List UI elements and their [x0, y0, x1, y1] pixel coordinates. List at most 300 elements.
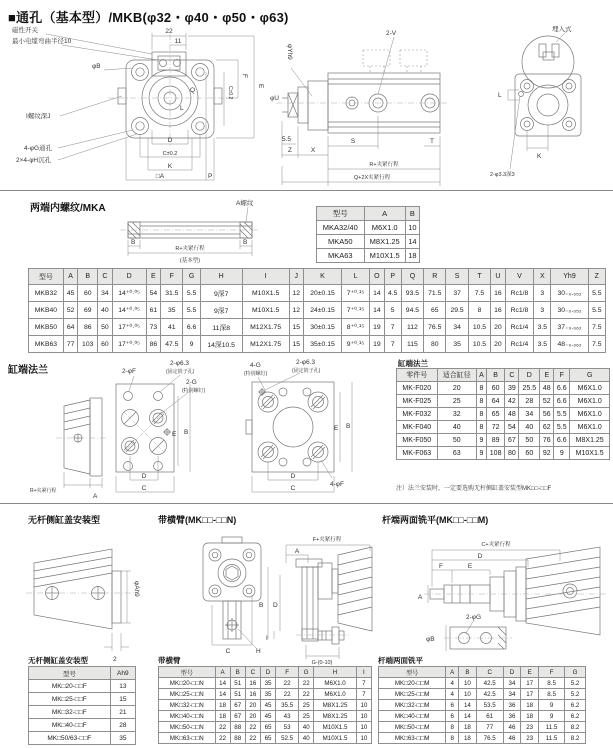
table-cell: M12X1.75 — [242, 319, 289, 336]
table-cell: 9深7 — [200, 302, 242, 319]
flange-dim-d1: D — [141, 473, 147, 480]
flange-special1: (特别螺钉) — [182, 388, 206, 394]
dim-e: E — [257, 84, 264, 89]
table-cell: 17 — [521, 678, 539, 689]
table-cell: 8 — [477, 382, 487, 395]
column-header: A — [477, 369, 487, 382]
table-cell: MK□50-□□N — [159, 722, 216, 733]
two-v-label: 2-V — [386, 30, 397, 37]
table-cell: 22 — [299, 678, 314, 689]
column-header: H — [200, 269, 242, 285]
table-cell: 15 — [289, 319, 304, 336]
column-header: 型号 — [29, 269, 64, 285]
table-cell: 18 — [459, 722, 477, 733]
dim-l: L — [180, 105, 184, 112]
table-cell: 16 — [491, 285, 506, 302]
dim-t: T — [430, 138, 434, 145]
table-cell: 37 — [446, 285, 468, 302]
table-cell: 9 — [539, 700, 565, 711]
table-cell: M10X1.5 — [570, 447, 610, 460]
table-cell: 8 — [477, 421, 487, 434]
table-cell: MK□40-□□M — [379, 711, 446, 722]
section-title-milled: 杆端两面铣平(MK□□-□□M) — [382, 515, 489, 525]
table-cell: 12 — [289, 302, 304, 319]
column-header: D — [112, 269, 146, 285]
table-row — [159, 722, 372, 733]
table-cell: 14深10.5 — [200, 336, 242, 353]
table-cell: 52 — [63, 302, 78, 319]
table-cell: M8X1.25 — [364, 235, 405, 249]
dim-a: □A — [155, 173, 165, 180]
table-row — [397, 408, 610, 421]
table-cell: M10X1.5 — [314, 733, 357, 744]
table-cell: 65 — [486, 408, 505, 421]
table-cell: 6.2 — [565, 711, 586, 722]
table-cell: 76 — [540, 434, 554, 447]
table-cell: 88 — [230, 722, 245, 733]
mka-dim-b1: B — [131, 239, 136, 246]
column-header: F — [276, 667, 299, 678]
table-cell: 11深8 — [200, 319, 242, 336]
flange-dim-c1: C — [141, 485, 147, 492]
flange-pin2: 2-φ6.3 — [296, 359, 316, 366]
column-header: F — [161, 269, 183, 285]
dim-x: X — [310, 147, 316, 154]
column-header: A — [364, 207, 405, 221]
column-header: 型号 — [379, 667, 446, 678]
column-header: X — [534, 269, 551, 285]
section-title-flange: 缸端法兰 — [8, 365, 48, 376]
dim-c2: C±0.2 — [227, 86, 233, 100]
column-header: C — [245, 667, 260, 678]
rodless-dim-2: 2 — [113, 656, 117, 663]
dim-k: K — [167, 163, 173, 170]
table-cell: 3.5 — [534, 319, 551, 336]
table-cell: 73 — [146, 319, 161, 336]
table-cell: M10X1.5 — [364, 249, 405, 263]
table-cell: 3 — [534, 285, 551, 302]
crossarm-table — [158, 666, 372, 744]
table-cell: 21 — [110, 706, 135, 719]
table-row — [29, 732, 136, 745]
table-cell: 103 — [78, 336, 98, 353]
table-cell: 18 — [215, 711, 230, 722]
table-cell: 40 — [519, 421, 540, 434]
table-cell: 108 — [486, 447, 505, 460]
table-cell: 11.5 — [539, 733, 565, 744]
column-header: Z — [588, 269, 605, 285]
flange-dim-b2: B — [346, 423, 351, 430]
table-cell: 34 — [503, 689, 521, 700]
table-cell: 76.5 — [476, 733, 503, 744]
table-cell: MK□50/63-□□F — [29, 732, 111, 745]
table-row — [159, 678, 372, 689]
table-cell: 94.5 — [401, 302, 423, 319]
flange-note: 注）法兰安装时，一定要选购无杆侧缸盖安装型MK□□-□□F — [396, 486, 552, 492]
column-header: Q — [401, 269, 423, 285]
table-cell: 42 — [505, 395, 519, 408]
table-cell: 48₋₀.₀₆₂ — [551, 336, 588, 353]
table-cell: 8 — [446, 733, 459, 744]
table-cell: 50 — [98, 319, 113, 336]
mka-table — [316, 206, 420, 263]
table-row — [397, 421, 610, 434]
table-cell: 6 — [446, 700, 459, 711]
column-header: F — [539, 667, 565, 678]
table-cell: 5.5 — [554, 408, 570, 421]
table-cell: 39 — [505, 382, 519, 395]
pin-holes-label: 2-φ3.3深3 — [490, 172, 515, 178]
table-cell: 19 — [370, 336, 385, 353]
table-cell: 15 — [110, 693, 135, 706]
table-cell: 34 — [519, 408, 540, 421]
table-row — [379, 711, 586, 722]
a-thread-label: A螺纹 — [236, 200, 254, 207]
table-cell: 17⁺⁰·⁰⁵ — [112, 319, 146, 336]
section-title-crossarm: 带横臂(MK□□-□□N) — [158, 515, 237, 525]
table-cell: 67 — [230, 711, 245, 722]
table-cell: 64 — [63, 319, 78, 336]
table-cell: 7.5 — [468, 285, 490, 302]
column-header: 型号 — [29, 667, 111, 680]
milled-table-title: 杆端两面铣平 — [378, 656, 423, 665]
table-cell: 24±0.15 — [304, 302, 342, 319]
table-cell: M8X1.25 — [314, 700, 357, 711]
table-cell: 20±0.15 — [304, 285, 342, 302]
table-cell: 54 — [505, 421, 519, 434]
dim-q: Q — [190, 87, 196, 94]
flange-four-g: 4-G — [250, 362, 261, 369]
table-cell: 72 — [486, 421, 505, 434]
table-row — [29, 693, 136, 706]
crossarm-dim-b: B — [259, 602, 264, 609]
table-cell: 22 — [276, 678, 299, 689]
milled-dim-d: D — [477, 553, 483, 560]
table-row — [159, 711, 372, 722]
column-header: A — [446, 667, 459, 678]
table-cell: 42.5 — [476, 689, 503, 700]
embedded-label: 埋入式 — [552, 26, 572, 33]
table-cell: 51 — [230, 689, 245, 700]
table-cell: MK-F063 — [397, 447, 438, 460]
table-cell: M6X1.0 — [314, 689, 357, 700]
dim-s: S — [350, 138, 356, 145]
section-title-rodless: 无杆侧缸盖安装型 — [28, 515, 101, 525]
table-cell: 50 — [437, 434, 477, 447]
table-cell: 35 — [260, 689, 275, 700]
table-cell: 22 — [215, 733, 230, 744]
table-cell: 9 — [477, 434, 487, 447]
table-cell: 14 — [370, 302, 385, 319]
data-table — [378, 666, 586, 744]
table-cell: 35 — [110, 732, 135, 745]
table-cell: 13 — [110, 680, 135, 693]
table-cell: 34 — [503, 678, 521, 689]
table-cell: 10.5 — [468, 319, 490, 336]
crossarm-table-title: 带横臂 — [158, 656, 181, 665]
table-cell: 25.5 — [519, 382, 540, 395]
table-cell: 92 — [540, 447, 554, 460]
table-cell: 115 — [401, 336, 423, 353]
table-cell: Rc1/8 — [505, 302, 534, 319]
table-cell: M8X1.25 — [314, 711, 357, 722]
column-header: 型号 — [317, 207, 365, 221]
table-cell: 37₋₀.₀₆₂ — [551, 319, 588, 336]
table-cell: 7 — [356, 689, 371, 700]
table-cell: MK□25-□□M — [379, 689, 446, 700]
dim-k2: K — [537, 153, 542, 160]
table-cell: 48 — [505, 408, 519, 421]
table-cell: MK□25-□□N — [159, 689, 216, 700]
table-cell: 63 — [437, 447, 477, 460]
table-cell: Rc1/8 — [505, 285, 534, 302]
table-cell: M10X1.5 — [242, 285, 289, 302]
column-header: 适合缸径 — [437, 369, 477, 382]
bottom-drawings — [0, 505, 613, 665]
table-cell: 25 — [299, 711, 314, 722]
column-header: L — [341, 269, 369, 285]
column-header: I — [356, 667, 371, 678]
column-header: 型号 — [159, 667, 216, 678]
table-cell: 77 — [476, 722, 503, 733]
table-cell: MK□20-□□N — [159, 678, 216, 689]
column-header: T — [468, 269, 490, 285]
table-cell: 25 — [299, 700, 314, 711]
flange-dim-c2: C — [290, 485, 296, 492]
table-cell: MKA63 — [317, 249, 365, 263]
table-cell: MKB63 — [29, 336, 64, 353]
column-header: D — [503, 667, 521, 678]
table-cell: 20 — [245, 700, 260, 711]
r-stroke-label: R+夹紧行程 — [369, 162, 399, 168]
table-cell: 45 — [260, 700, 275, 711]
table-cell: 3.5 — [534, 336, 551, 353]
table-cell: 10 — [459, 689, 477, 700]
table-cell: 15 — [289, 336, 304, 353]
table-cell: 6 — [446, 711, 459, 722]
table-cell: MK□40-□□N — [159, 711, 216, 722]
table-cell: 14 — [215, 678, 230, 689]
column-header: 零件号 — [397, 369, 438, 382]
flange-two-f: 2-φF — [122, 368, 136, 375]
column-header: K — [304, 269, 342, 285]
table-cell: 52 — [540, 395, 554, 408]
table-cell: 80 — [505, 447, 519, 460]
table-cell: 6.6 — [554, 395, 570, 408]
table-row — [29, 319, 606, 336]
table-cell: 80 — [424, 336, 446, 353]
table-row — [29, 336, 606, 353]
table-cell: 34 — [446, 319, 468, 336]
column-header: B — [78, 269, 98, 285]
table-cell: 8 — [477, 408, 487, 421]
column-header: H — [314, 667, 357, 678]
table-cell: 60 — [98, 336, 113, 353]
table-cell: 45 — [63, 285, 78, 302]
mka-r-stroke: R+夹紧行程 — [175, 246, 205, 252]
table-cell: 76.5 — [424, 319, 446, 336]
table-cell: 7⁺⁰·¹⁵ — [341, 302, 369, 319]
table-row — [397, 382, 610, 395]
dim-l2: L — [498, 92, 502, 99]
flange-table — [396, 368, 610, 460]
table-row — [29, 719, 136, 732]
table-cell: 9 — [539, 711, 565, 722]
table-cell: 10 — [459, 678, 477, 689]
table-cell: 112 — [401, 319, 423, 336]
crossarm-f-stroke: F+夹紧行程 — [312, 537, 342, 543]
table-cell: 8.5 — [539, 689, 565, 700]
table-cell: 54 — [146, 285, 161, 302]
table-cell: Rc1/4 — [505, 336, 534, 353]
column-header: S — [446, 269, 468, 285]
table-cell: 16 — [491, 302, 506, 319]
table-cell: 14 — [405, 235, 419, 249]
dim-22: 22 — [165, 28, 173, 35]
flange-dim-a: A — [93, 493, 98, 500]
column-header: I — [242, 269, 289, 285]
table-cell: 9 — [554, 447, 570, 460]
table-cell: M6X1.0 — [570, 382, 610, 395]
table-cell: 10 — [405, 221, 419, 235]
table-cell: 42.5 — [476, 678, 503, 689]
table-cell: 10 — [356, 722, 371, 733]
table-cell: 93.5 — [401, 285, 423, 302]
table-cell: 14 — [459, 700, 477, 711]
table-cell: MK-F040 — [397, 421, 438, 434]
dim-p: P — [208, 173, 213, 180]
table-cell: M6X1.0 — [570, 408, 610, 421]
table-cell: 7⁺⁰·¹⁵ — [341, 285, 369, 302]
table-cell: 56 — [540, 408, 554, 421]
column-header: C — [505, 369, 519, 382]
column-header: B — [405, 207, 419, 221]
table-cell: 30±0.15 — [304, 319, 342, 336]
flange-pin1b: (固定销子孔) — [166, 369, 195, 375]
table-cell: 6.6 — [554, 382, 570, 395]
table-row — [29, 285, 606, 302]
table-cell: 45 — [260, 711, 275, 722]
table-cell: 10.5 — [468, 336, 490, 353]
table-cell: MK□63-□□M — [379, 733, 446, 744]
column-header: C — [98, 269, 113, 285]
table-cell: 30₋₀.₀₅₂ — [551, 302, 588, 319]
table-cell: M12X1.75 — [242, 336, 289, 353]
table-cell: 8 — [446, 722, 459, 733]
flange-pin1: 2-φ6.3 — [170, 360, 190, 367]
table-cell: 86 — [78, 319, 98, 336]
table-cell: MK-F032 — [397, 408, 438, 421]
table-cell: 22 — [215, 722, 230, 733]
table-cell: 8.2 — [565, 733, 586, 744]
rodless-phi-a-label: φAh9 — [133, 581, 140, 597]
table-cell: 7 — [356, 678, 371, 689]
table-cell: MK□32-□□N — [159, 700, 216, 711]
table-cell: 9 — [183, 336, 200, 353]
data-table — [158, 666, 372, 744]
crossarm-dim-a: A — [294, 548, 300, 555]
table-cell: 52.5 — [276, 733, 299, 744]
divider-1 — [0, 190, 613, 191]
table-cell: 25 — [437, 395, 477, 408]
table-cell: 5 — [384, 302, 401, 319]
table-cell: MKA50 — [317, 235, 365, 249]
table-cell: 5.2 — [565, 689, 586, 700]
table-cell: 7 — [384, 319, 401, 336]
table-cell: 60 — [519, 447, 540, 460]
table-cell: 7.5 — [588, 336, 605, 353]
table-cell: 34 — [98, 285, 113, 302]
table-cell: 23 — [521, 722, 539, 733]
table-cell: 29.5 — [446, 302, 468, 319]
table-cell: 14⁺⁰·⁰⁵ — [112, 285, 146, 302]
table-row — [379, 700, 586, 711]
table-cell: 47.5 — [161, 336, 183, 353]
column-header: B — [230, 667, 245, 678]
table-cell: MKB32 — [29, 285, 64, 302]
table-cell: 43 — [276, 711, 299, 722]
dim-11: 11 — [174, 38, 182, 45]
column-header: G — [299, 667, 314, 678]
table-cell: 12 — [289, 285, 304, 302]
table-cell: MK-F020 — [397, 382, 438, 395]
column-header: P — [384, 269, 401, 285]
table-cell: 10 — [356, 733, 371, 744]
table-cell: Rc1/4 — [505, 319, 534, 336]
crossarm-dim-g: G-(0-10) — [311, 660, 333, 665]
table-row — [29, 706, 136, 719]
mka-drawing — [0, 196, 300, 268]
milled-phi-b: φB — [426, 636, 435, 643]
table-row — [397, 447, 610, 460]
table-cell: 20 — [437, 382, 477, 395]
table-cell: 40 — [299, 722, 314, 733]
table-cell: 4.5 — [384, 285, 401, 302]
flange-r-stroke: R+夹紧行程 — [30, 488, 57, 494]
column-header: D — [260, 667, 275, 678]
milled-dim-a: A — [418, 594, 423, 601]
table-cell: 40 — [98, 302, 113, 319]
table-cell: 5.5 — [554, 421, 570, 434]
table-cell: 69 — [78, 302, 98, 319]
column-header: G — [565, 667, 586, 678]
table-row — [159, 700, 372, 711]
table-cell: MK□20-□□M — [379, 678, 446, 689]
table-cell: 5.2 — [565, 678, 586, 689]
table-cell: 22 — [245, 733, 260, 744]
table-cell: 53 — [276, 722, 299, 733]
milled-dim-f: F — [439, 563, 443, 570]
page-title: ■通孔（基本型）/MKB(φ32・φ40・φ50・φ63) — [8, 10, 289, 25]
table-cell: 6.2 — [565, 700, 586, 711]
table-row — [379, 722, 586, 733]
phi-b-label: φB — [92, 63, 101, 70]
table-cell: 10 — [356, 711, 371, 722]
table-row — [379, 733, 586, 744]
table-cell: 65 — [260, 733, 275, 744]
table-cell: 18 — [521, 711, 539, 722]
flange-dim-b1: B — [184, 429, 189, 436]
column-header: B — [459, 667, 477, 678]
crossarm-dim-i: I — [266, 635, 268, 642]
table-cell: 36 — [503, 700, 521, 711]
table-cell: MK□50-□□M — [379, 722, 446, 733]
table-cell: 16 — [245, 689, 260, 700]
table-cell: MKB40 — [29, 302, 64, 319]
table-cell: MK□63-□□N — [159, 733, 216, 744]
column-header: E — [146, 269, 161, 285]
table-cell: 5.5 — [588, 285, 605, 302]
